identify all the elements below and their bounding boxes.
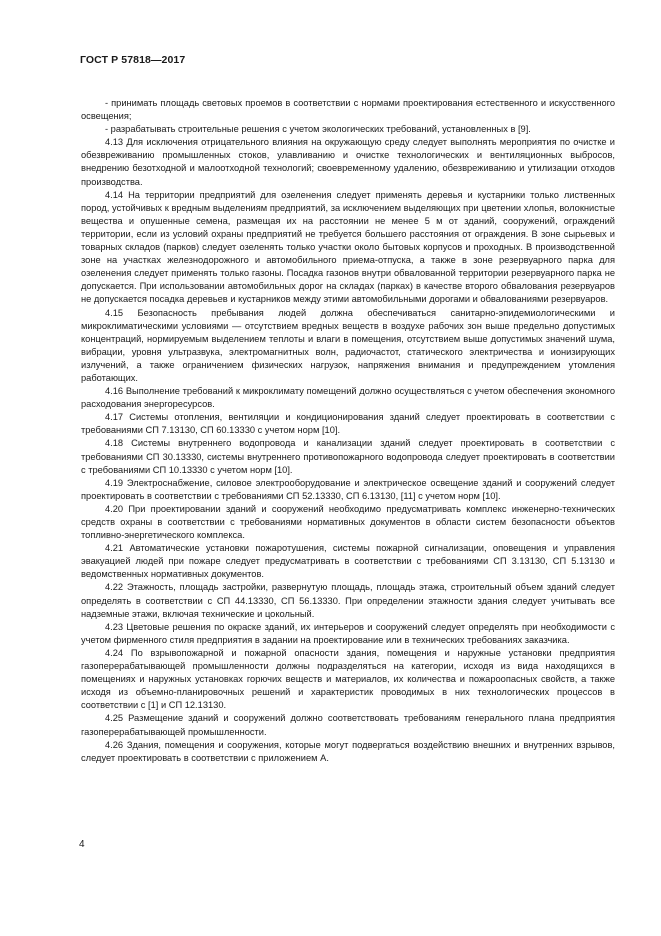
paragraph-4-18: 4.18 Системы внутреннего водопровода и канализации зданий следует проектировать в соответствии с требованиями СП 30.13330, системы внутреннего противопожарного водопровода следует проектировать в соответствии с требованиями СП 10.13330 с учетом норм [10]. bbox=[81, 438, 615, 475]
paragraph-4-17: 4.17 Системы отопления, вентиляции и кондиционирования зданий следует проектировать в соответствии с требованиями СП 7.13130, СП 60.13330 с учетом норм [10]. bbox=[81, 412, 615, 436]
paragraph-bullet-lighting: - принимать площадь световых проемов в соответствии с нормами проектирования естественного и искусственного освещения; bbox=[81, 98, 615, 122]
paragraph-4-26: 4.26 Здания, помещения и сооружения, которые могут подвергаться воздействию внешних и внутренних взрывов, следует проектировать в соответствии с приложением А. bbox=[81, 739, 615, 763]
paragraph-4-19: 4.19 Электроснабжение, силовое электрооборудование и электрическое освещение зданий и сооружений следует проектировать в соответствии с требованиями СП 52.13330, СП 6.13130, [11] с учетом норм [10]. bbox=[81, 477, 615, 501]
paragraph-4-14: 4.14 На территории предприятий для озеленения следует применять деревья и кустарники только лиственных пород, устойчивых к вредным выделениям предприятий, за исключением выделяющих при цветении хлопья, волокнистые вещества и опушенные семена, размещая их на расстоянии не менее 5 м от зданий, сооружений, ограждений территории, если из условий охраны предприятий не требуется большего расстояния от ограждения. В зоне сырьевых и товарных складов (парков) следует озеленять только участки около бытовых корпусов и проходных. В производственной зоне на участках железнодорожного и автомобильного приема-отпуска, а также в зоне резервуарного парка для озеленения следует применять только газоны. Посадка газонов внутри обвалованной территории резервуарного парка не допускается. При использовании автомобильных дорог на складах (парках) в качестве второго обвалования резервуаров не допускается посадка деревьев и кустарников между этими автомобильными дорогами и обвалованиями резервуаров. bbox=[81, 189, 615, 305]
paragraph-4-22: 4.22 Этажность, площадь застройки, развернутую площадь, площадь этажа, строительный объем зданий следует определять в соответствии с СП 44.13330, СП 56.13330. При определении этажности здания следует учитывать все надземные этажи, включая технические и цокольный. bbox=[81, 582, 615, 619]
document-header: ГОСТ Р 57818—2017 bbox=[80, 54, 186, 66]
paragraph-4-23: 4.23 Цветовые решения по окраске зданий, их интерьеров и сооружений следует определять при необходимости с учетом фирменного стиля предприятия в задании на проектирование или в технических требованиях заказчика. bbox=[81, 621, 615, 645]
paragraph-4-21: 4.21 Автоматические установки пожаротушения, системы пожарной сигнализации, оповещения и управления эвакуацией людей при пожаре следует предусматривать в соответствии с требованиями СП 3.13130, СП 5.13130 и ведомственных нормативных документов. bbox=[81, 543, 615, 580]
paragraph-4-20: 4.20 При проектировании зданий и сооружений необходимо предусматривать комплекс инженерно-технических средств охраны в соответствии с требованиями нормативных документов в области систем безопасности объектов топливно-энергетического комплекса. bbox=[81, 503, 615, 541]
paragraph-4-24: 4.24 По взрывопожарной и пожарной опасности здания, помещения и наружные установки предприятия газоперерабатывающей промышленности должны подразделяться на категории, исходя из вида находящихся в помещениях и наружных установках горючих веществ и материалов, их количества и пожароопасных свойств, а также исходя из объемно-планировочных решений и характеристик проводимых в них технологических процессов в соответствии с [1] и СП 12.13130. bbox=[81, 647, 615, 711]
page-number: 4 bbox=[79, 839, 85, 850]
paragraph-4-13: 4.13 Для исключения отрицательного влияния на окружающую среду следует выполнять мероприятия по очистке и обезвреживанию промышленных стоков, улавливанию и очистке технологических и вентиляционных выбросов, внедрению безотходной и малоотходной технологий; своевременному удалению, обезвреживанию и утилизации отходов производства. bbox=[81, 137, 615, 187]
paragraph-4-15: 4.15 Безопасность пребывания людей должна обеспечиваться санитарно-эпидемиологическими и микроклиматическими условиями — отсутствием вредных веществ в воздухе рабочих зон выше предельно допустимых концентраций, нормируемым выделением теплоты и влаги в помещения, отсутствием выше допустимых значений шума, вибрации, уровня ультразвука, электромагнитных волн, радиочастот, статического электричества и ионизирующих излучений, а также ограничением физических нагрузок, напряжения внимания и предупреждением утомления работающих. bbox=[81, 307, 615, 383]
document-body bbox=[81, 97, 615, 765]
paragraph-bullet-ecology: - разрабатывать строительные решения с учетом экологических требований, установленных в [9]. bbox=[105, 124, 531, 135]
paragraph-4-25: 4.25 Размещение зданий и сооружений должно соответствовать требованиям генерального плана предприятия газоперерабатывающей промышленности. bbox=[81, 713, 615, 737]
paragraph-4-16: 4.16 Выполнение требований к микроклимату помещений должно осуществляться с учетом обеспечения экономного расходования энергоресурсов. bbox=[81, 386, 615, 410]
